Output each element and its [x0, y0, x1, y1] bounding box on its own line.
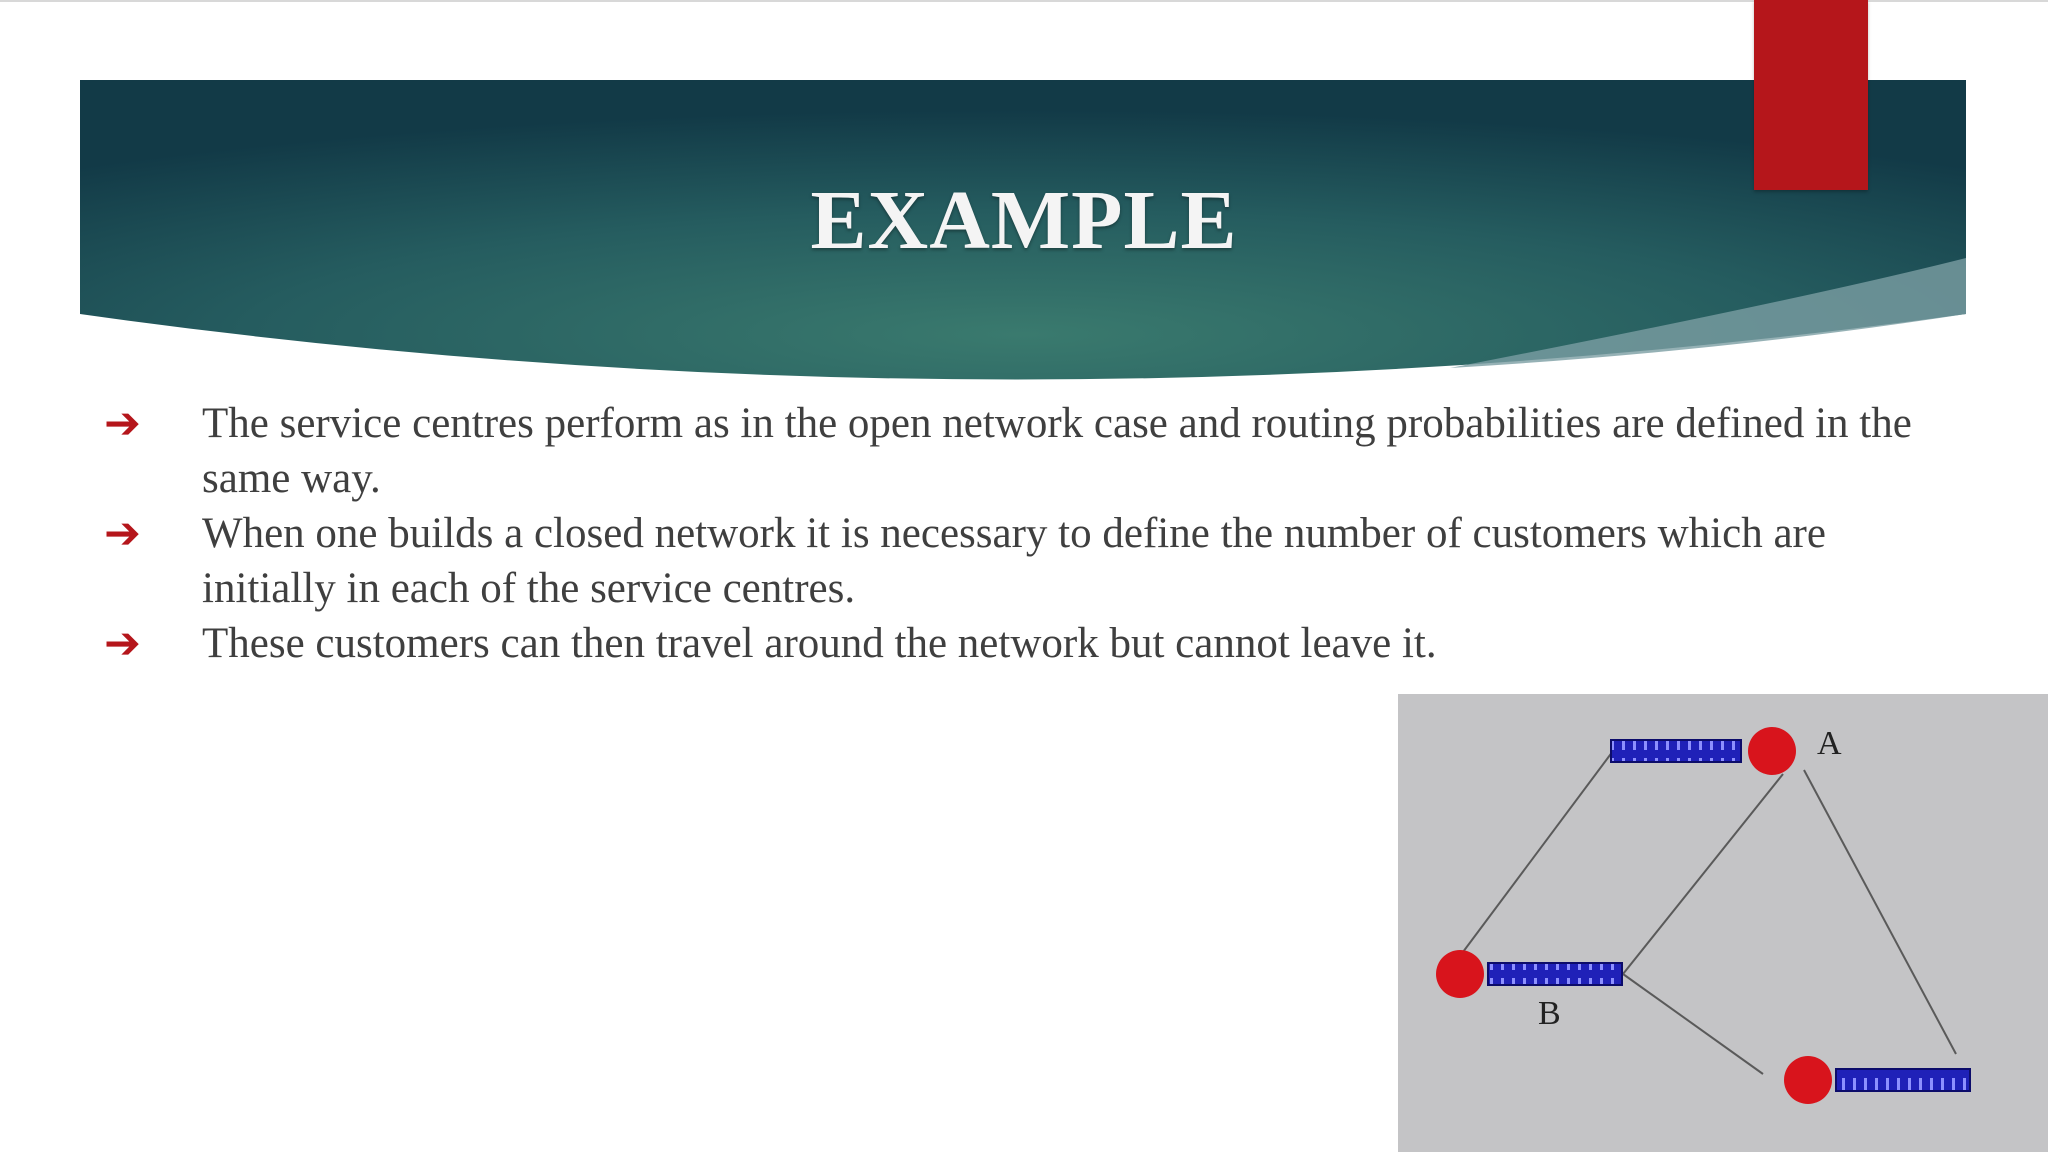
arrow-right-icon: ➔ — [104, 618, 141, 669]
bullet-item — [100, 506, 1940, 616]
bullet-item — [100, 616, 1940, 671]
node-label-a: A — [1817, 725, 1842, 762]
bullet-item — [100, 396, 1940, 506]
arrow-right-icon: ➔ — [104, 508, 141, 559]
arrow-right-icon: ➔ — [104, 398, 141, 449]
bullet-text: These customers can then travel around the network but cannot leave it. — [202, 620, 1437, 667]
service-node-c — [1784, 1056, 1832, 1104]
queue-c — [1836, 1069, 1970, 1091]
slide-title: EXAMPLE — [810, 174, 1238, 267]
bullet-text: The service centres perform as in the open network case and routing probabilities are defined in the same way. — [202, 400, 1912, 502]
queue-b — [1488, 963, 1622, 985]
service-node-a — [1748, 727, 1796, 775]
queue-a — [1611, 740, 1741, 762]
bullet-list — [100, 396, 1940, 671]
closed-network-diagram — [1398, 694, 2048, 1152]
bullet-text: When one builds a closed network it is necessary to define the number of customers which are initially in each of the service centres. — [202, 510, 1826, 612]
node-label-b: B — [1538, 995, 1561, 1032]
accent-tab — [1754, 0, 1868, 190]
service-node-b — [1436, 950, 1484, 998]
